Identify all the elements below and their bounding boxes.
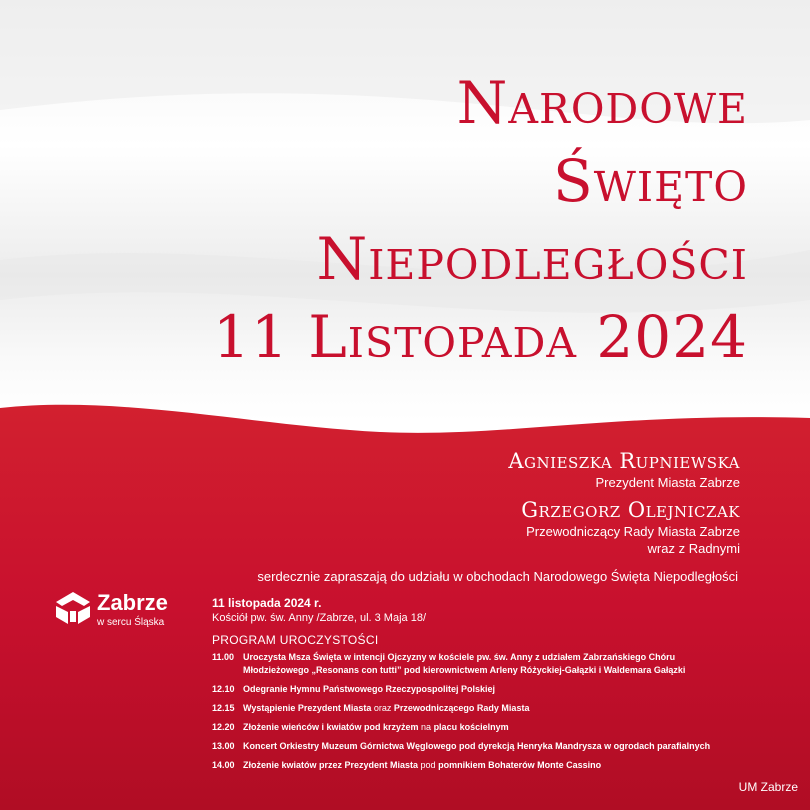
program-time: 12.20 — [212, 722, 235, 732]
program-text-connector: na — [418, 722, 434, 732]
program-text: Złożenie kwiatów przez Prezydent Miasta — [243, 760, 419, 770]
zabrze-logo-icon — [53, 590, 93, 626]
program-text: Złożenie wieńców i kwiatów pod krzyżem — [243, 722, 419, 732]
program-item — [212, 702, 743, 715]
logo-tagline: w sercu Śląska — [97, 617, 165, 628]
program-text: Uroczysta Msza Święta w intencji Ojczyzny w kościele pw. św. Anny z udziałem Zabrzańskiego Chóru — [243, 652, 676, 662]
title-line: Święto — [553, 147, 748, 215]
host-name: Grzegorz Olejniczak — [521, 498, 740, 522]
title-line: 11 Listopada 2024 — [213, 303, 748, 371]
program-desc — [243, 721, 743, 734]
event-details — [212, 596, 743, 778]
host-name: Agnieszka Rupniewska — [508, 449, 740, 473]
program-item — [212, 740, 743, 753]
program-time: 12.10 — [212, 684, 235, 694]
program-text-cont: Młodzieżowego „Resonans con tutti” pod kierownictwem Arleny Różyckiej-Gałązki i Waldemara Gałązki — [243, 665, 686, 675]
program-desc — [243, 683, 743, 696]
program-desc — [243, 740, 743, 753]
program-text-cont: Przewodniczącego Rady Miasta — [393, 703, 530, 713]
program-item — [212, 721, 743, 734]
program-text: Koncert Orkiestry Muzeum Górnictwa Węglowego pod dyrekcją Henryka Mandrysza w ogrodach parafialnych — [243, 741, 711, 751]
program-list — [212, 651, 743, 772]
program-text: Wystąpienie Prezydent Miasta — [243, 703, 372, 713]
program-item — [212, 683, 743, 696]
program-text-cont: pomnikiem Bohaterów Monte Cassino — [438, 760, 602, 770]
program-time: 13.00 — [212, 741, 235, 751]
title-line: Niepodległości — [316, 225, 748, 293]
program-desc — [243, 651, 743, 677]
host-role: Prezydent Miasta Zabrze — [595, 475, 740, 490]
program-text-connector: oraz — [371, 703, 394, 713]
title-line: Narodowe — [456, 69, 748, 137]
program-item — [212, 759, 743, 772]
event-date: 11 listopada 2024 r. — [212, 596, 322, 610]
hosts — [508, 448, 740, 557]
program-text: Odegranie Hymnu Państwowego Rzeczypospolitej Polskiej — [243, 684, 496, 694]
event-place: Kościół pw. św. Anny /Zabrze, ul. 3 Maja 18/ — [212, 612, 426, 624]
host-role: Przewodniczący Rady Miasta Zabrze — [526, 524, 740, 539]
program-title: PROGRAM UROCZYSTOŚCI — [212, 633, 379, 647]
program-text-cont: placu kościelnym — [433, 722, 509, 732]
event-title — [213, 64, 748, 376]
image-credit: UM Zabrze — [738, 780, 798, 794]
program-time: 14.00 — [212, 760, 235, 770]
logo-name: Zabrze — [97, 590, 168, 615]
program-desc — [243, 759, 743, 772]
program-desc — [243, 702, 743, 715]
program-time: 11.00 — [212, 652, 235, 662]
program-item — [212, 651, 743, 677]
host-role: wraz z Radnymi — [647, 541, 740, 556]
program-text-connector: pod — [418, 760, 439, 770]
invitation-text: serdecznie zapraszają do udziału w obchodach Narodowego Święta Niepodległości — [257, 569, 738, 584]
program-time: 12.15 — [212, 703, 235, 713]
